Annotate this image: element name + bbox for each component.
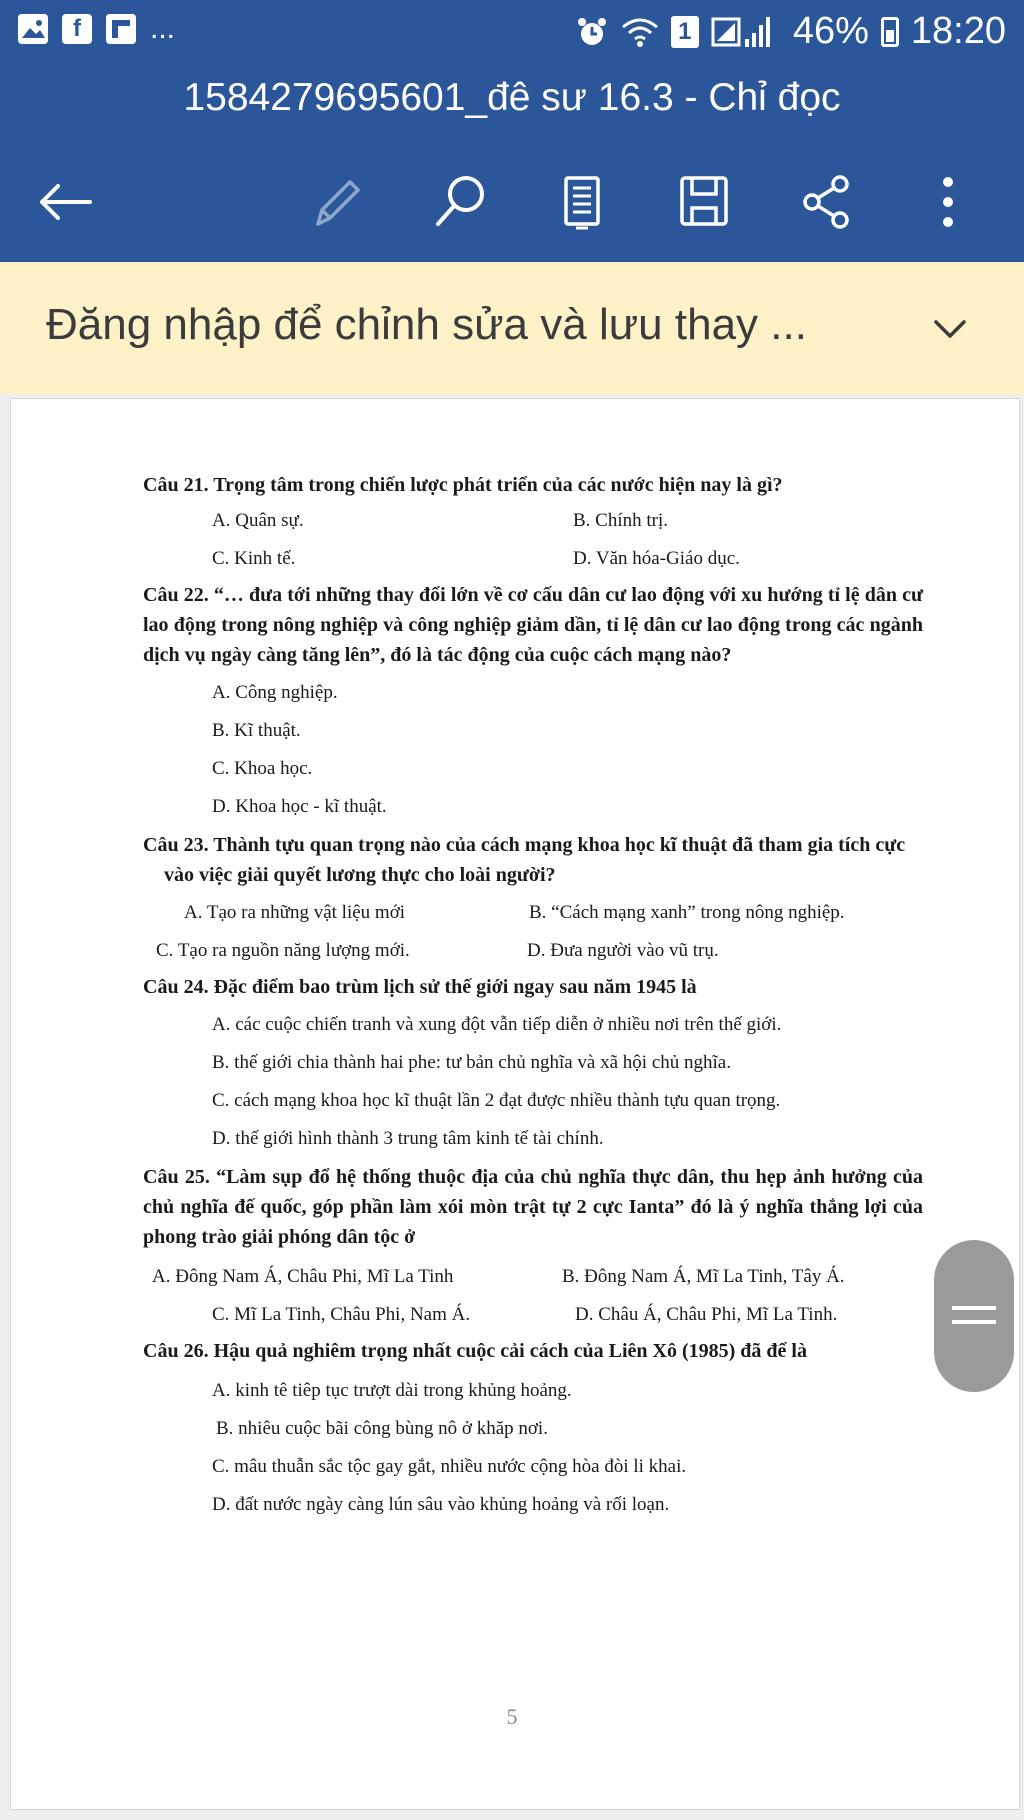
question-number: Câu 25. bbox=[143, 1166, 210, 1188]
option-a: A. Quân sự. bbox=[212, 510, 304, 531]
option-c: C. Kinh tế. bbox=[212, 548, 296, 569]
options-row bbox=[143, 894, 923, 932]
option-b: B. Đông Nam Á, Mĩ La Tinh, Tây Á. bbox=[562, 1266, 845, 1287]
question-text: Thành tựu quan trọng nào của cách mạng khoa học kĩ thuật đã tham gia tích cực vào việc giải quyết lương thực cho loài người? bbox=[164, 834, 906, 886]
question-number: Câu 23. bbox=[143, 834, 209, 856]
save-button[interactable] bbox=[668, 166, 740, 238]
reading-view-icon bbox=[546, 166, 618, 238]
question-text: Hậu quả nghiêm trọng nhất cuộc cải cách của Liên Xô (1985) đã để là bbox=[213, 1340, 807, 1362]
options-row bbox=[143, 1296, 923, 1334]
more-options-button[interactable] bbox=[912, 166, 984, 238]
options-row bbox=[143, 932, 923, 970]
document-content bbox=[143, 470, 923, 1524]
back-arrow-icon bbox=[28, 166, 100, 238]
question-21 bbox=[143, 470, 923, 500]
option-b: B. thế giới chia thành hai phe: tư bản chủ nghĩa và xã hội chủ nghĩa. bbox=[212, 1052, 731, 1073]
options-row bbox=[143, 502, 923, 540]
option-d: D. Văn hóa-Giáo dục. bbox=[573, 548, 740, 569]
notification-icons bbox=[18, 14, 175, 44]
question-number: Câu 21. bbox=[143, 474, 209, 496]
share-button[interactable] bbox=[790, 166, 862, 238]
option-d: D. Đưa người vào vũ trụ. bbox=[527, 940, 719, 961]
question-26 bbox=[143, 1336, 923, 1366]
options-row bbox=[143, 1258, 923, 1296]
flipboard-icon bbox=[106, 14, 136, 44]
grip-line bbox=[952, 1306, 996, 1310]
chevron-down-icon[interactable] bbox=[924, 302, 976, 354]
option-b: B. “Cách mạng xanh” trong nông nghiệp. bbox=[529, 902, 845, 923]
option-a: A. kinh tê tiêp tục trượt dài trong khủng hoảng. bbox=[212, 1380, 572, 1401]
question-23 bbox=[143, 830, 923, 890]
sign-in-banner-text: Đăng nhập để chỉnh sửa và lưu thay ... bbox=[46, 300, 807, 349]
scroll-thumb[interactable] bbox=[934, 1240, 1014, 1392]
status-bar bbox=[0, 0, 1024, 68]
question-number: Câu 22. bbox=[143, 584, 209, 606]
options-row bbox=[143, 540, 923, 578]
option-d: D. thế giới hình thành 3 trung tâm kinh tế tài chính. bbox=[212, 1128, 604, 1149]
question-24 bbox=[143, 972, 923, 1002]
option-c: C. Khoa học. bbox=[212, 758, 313, 779]
option-b: B. Chính trị. bbox=[573, 510, 669, 531]
back-button[interactable] bbox=[28, 166, 100, 238]
option-d: D. Châu Á, Châu Phi, Mĩ La Tinh. bbox=[575, 1304, 838, 1325]
sign-in-banner[interactable] bbox=[0, 262, 1024, 394]
option-c: C. cách mạng khoa học kĩ thuật lần 2 đạt được nhiều thành tựu quan trọng. bbox=[212, 1090, 781, 1111]
share-icon bbox=[790, 166, 862, 238]
more-vertical-icon bbox=[912, 166, 984, 238]
title-bar bbox=[0, 68, 1024, 142]
option-c: C. Tạo ra nguồn năng lượng mới. bbox=[156, 940, 410, 961]
sim-slot-icon: 1 bbox=[671, 16, 699, 48]
system-indicators bbox=[575, 10, 1006, 53]
option-c: C. Mĩ La Tinh, Châu Phi, Nam Á. bbox=[212, 1304, 471, 1325]
option-a: A. Tạo ra những vật liệu mới bbox=[184, 902, 406, 923]
option-b: B. Kĩ thuật. bbox=[212, 720, 301, 741]
signal-icon bbox=[711, 15, 781, 49]
option-d: D. Khoa học - kĩ thuật. bbox=[212, 796, 387, 817]
image-icon bbox=[18, 14, 48, 44]
page-number: 5 bbox=[506, 1704, 518, 1729]
wifi-icon bbox=[621, 15, 659, 49]
option-b: B. nhiêu cuộc bãi công bùng nô ở khăp nơi. bbox=[216, 1418, 548, 1439]
option-c: C. mâu thuẫn sắc tộc gay gắt, nhiều nước cộng hòa đòi li khai. bbox=[212, 1456, 687, 1477]
question-25 bbox=[143, 1162, 923, 1252]
grip-line bbox=[952, 1320, 996, 1324]
alarm-icon bbox=[575, 15, 609, 49]
battery-icon bbox=[881, 17, 899, 47]
option-a: A. các cuộc chiến tranh và xung đột vẫn tiếp diễn ở nhiều nơi trên thế giới. bbox=[212, 1014, 782, 1035]
more-notifications: ... bbox=[150, 12, 176, 45]
option-a: A. Công nghiệp. bbox=[212, 682, 338, 703]
question-number: Câu 26. bbox=[143, 1340, 209, 1362]
app-toolbar bbox=[0, 142, 1024, 262]
question-text: “Làm sụp đổ hệ thống thuộc địa của chủ nghĩa thực dân, thu hẹp ảnh hưởng của chủ nghĩa đế quốc, góp phần làm xói mòn trật tự 2 cực Ianta” đó là ý nghĩa thắng lợi của phong trào giải phóng dân tộc ở bbox=[143, 1166, 924, 1248]
question-number: Câu 24. bbox=[143, 976, 209, 998]
edit-pencil-icon bbox=[300, 166, 372, 238]
reading-view-button[interactable] bbox=[546, 166, 618, 238]
save-icon bbox=[668, 166, 740, 238]
search-icon bbox=[424, 166, 496, 238]
facebook-icon: f bbox=[62, 14, 92, 44]
search-button[interactable] bbox=[424, 166, 496, 238]
option-d: D. đất nước ngày càng lún sâu vào khủng hoảng và rối loạn. bbox=[212, 1494, 670, 1515]
question-text: Đặc điểm bao trùm lịch sử thế giới ngay sau năm 1945 là bbox=[213, 976, 697, 998]
question-text: Trọng tâm trong chiến lược phát triển của các nước hiện nay là gì? bbox=[213, 474, 783, 496]
clock: 18:20 bbox=[910, 10, 1006, 52]
edit-button[interactable] bbox=[300, 166, 372, 238]
option-a: A. Đông Nam Á, Châu Phi, Mĩ La Tinh bbox=[152, 1266, 454, 1287]
document-title: 1584279695601_đê sư 16.3 - Chỉ đọc bbox=[183, 76, 841, 119]
question-text: “… đưa tới những thay đổi lớn về cơ cấu dân cư lao động với xu hướng tỉ lệ dân cư lao động trong nông nghiệp và công nghiệp giảm dần, tỉ lệ dân cư lao động trong các ngành dịch vụ ngày càng tăng lên”, đó là tác động của cuộc cách mạng nào? bbox=[143, 584, 923, 666]
question-22 bbox=[143, 580, 923, 670]
battery-percent: 46% bbox=[792, 10, 869, 52]
